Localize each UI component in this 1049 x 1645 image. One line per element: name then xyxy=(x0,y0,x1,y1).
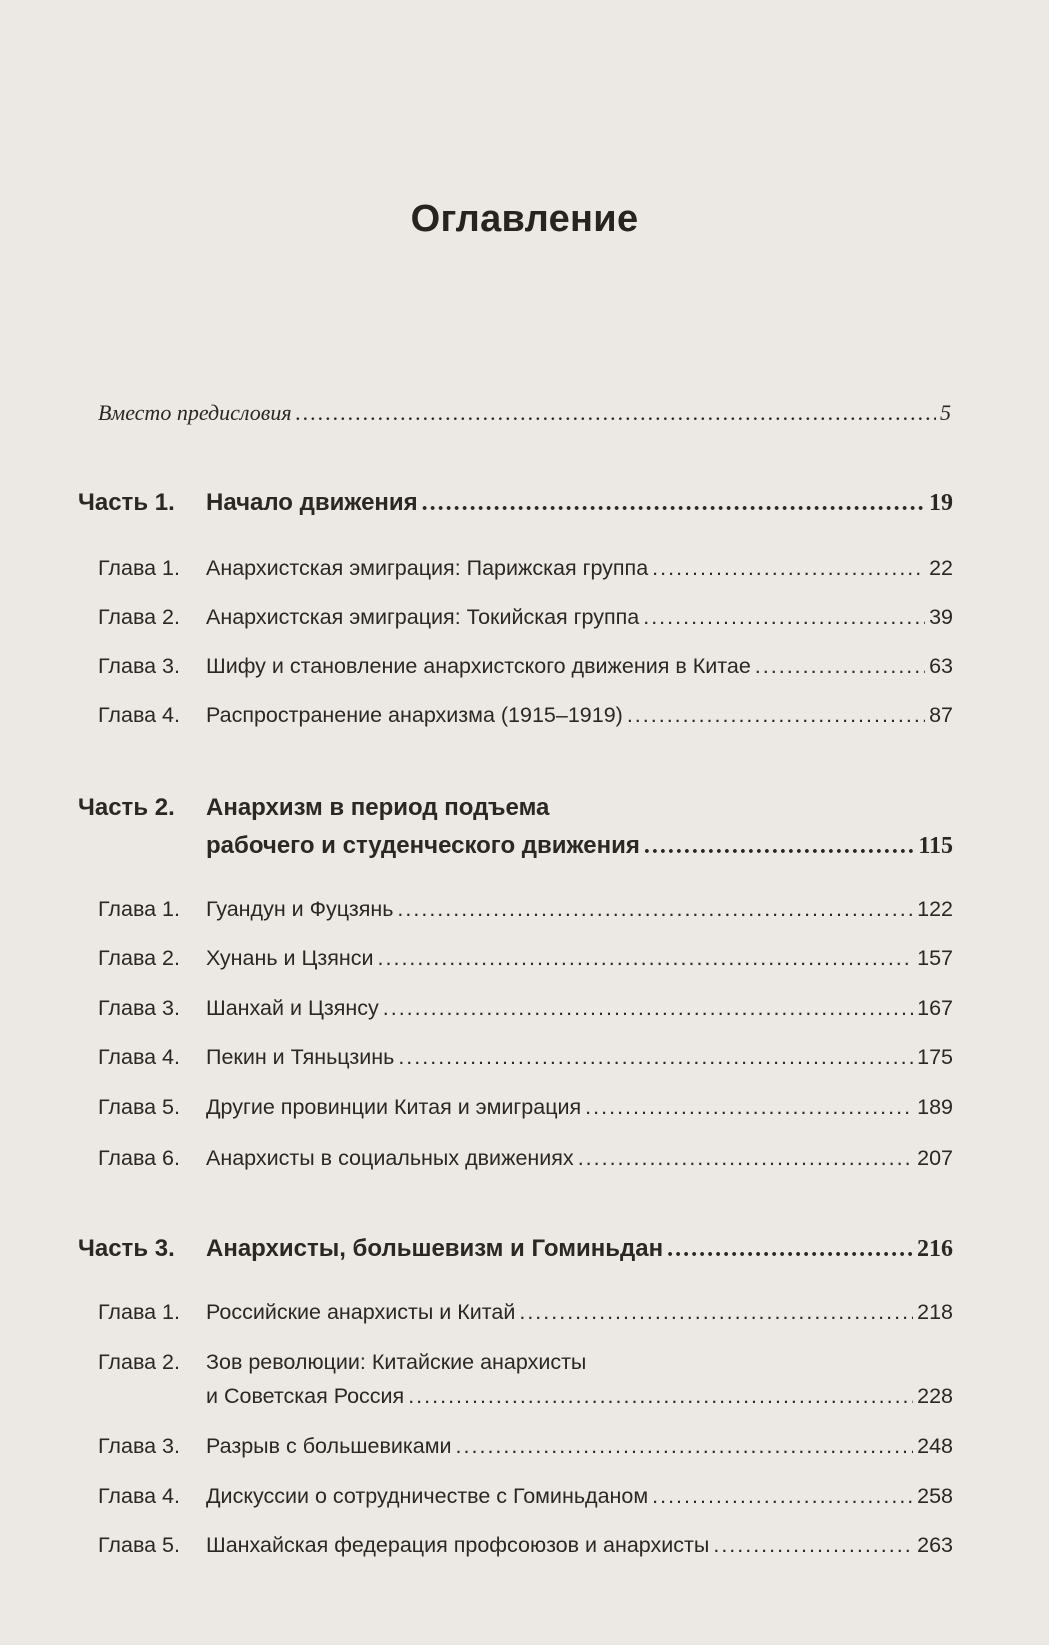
toc-page-number: 263 xyxy=(917,1533,953,1557)
leader-dots xyxy=(397,894,913,924)
leader-dots xyxy=(378,943,914,973)
toc-chapter[interactable] xyxy=(0,1297,1049,1329)
leader-dots xyxy=(519,1297,913,1327)
chapter-label: Глава 2. xyxy=(98,605,180,629)
toc-chapter[interactable] xyxy=(0,651,1049,683)
chapter-label: Глава 3. xyxy=(98,1434,180,1458)
toc-chapter[interactable] xyxy=(0,1530,1049,1562)
toc-page-number: 167 xyxy=(917,996,953,1020)
chapter-title-line-2: и Советская Россия xyxy=(206,1384,405,1408)
chapter-title: Распространение анархизма (1915–1919) xyxy=(206,703,623,727)
chapter-label: Глава 5. xyxy=(98,1095,180,1119)
toc-page-number: 228 xyxy=(917,1384,953,1408)
chapter-label: Глава 6. xyxy=(98,1146,180,1170)
leader-dots xyxy=(408,1381,913,1411)
toc-chapter[interactable] xyxy=(0,1481,1049,1513)
toc-part-1[interactable] xyxy=(0,488,1049,520)
toc-chapter[interactable] xyxy=(0,894,1049,926)
toc-chapter[interactable] xyxy=(0,602,1049,634)
part-label: Часть 2. xyxy=(78,794,175,821)
leader-dots xyxy=(652,1481,913,1511)
toc-chapter[interactable] xyxy=(0,943,1049,975)
toc-part-2[interactable] xyxy=(0,793,1049,825)
leader-dots xyxy=(667,1234,913,1264)
chapter-label: Глава 3. xyxy=(98,654,180,678)
toc-page-number: 22 xyxy=(929,556,953,580)
toc-page-number: 122 xyxy=(917,897,953,921)
leader-dots xyxy=(578,1143,913,1173)
chapter-title: Хунань и Цзянси xyxy=(206,946,374,970)
leader-dots xyxy=(456,1431,914,1461)
toc-page-number: 39 xyxy=(929,605,953,629)
toc-chapter[interactable] xyxy=(0,1347,1049,1379)
chapter-title: Шанхайская федерация профсоюзов и анархисты xyxy=(206,1533,710,1557)
chapter-title: Гуандун и Фуцзянь xyxy=(206,897,394,921)
toc-chapter[interactable] xyxy=(0,1092,1049,1124)
part-title-line-2: рабочего и студенческого движения xyxy=(206,832,640,859)
toc-entry-title: Вместо предисловия xyxy=(98,400,292,425)
chapter-label: Глава 3. xyxy=(98,996,180,1020)
leader-dots xyxy=(398,1042,913,1072)
toc-chapter[interactable] xyxy=(0,993,1049,1025)
toc-page-number: 216 xyxy=(917,1236,953,1262)
part-label: Часть 1. xyxy=(78,489,175,516)
leader-dots xyxy=(296,398,936,428)
toc-page-number: 157 xyxy=(917,946,953,970)
chapter-label: Глава 4. xyxy=(98,1484,180,1508)
toc-chapter[interactable] xyxy=(0,1431,1049,1463)
toc-page-number: 207 xyxy=(917,1146,953,1170)
leader-dots xyxy=(644,831,914,861)
toc-entry-preface[interactable] xyxy=(0,398,1049,430)
chapter-title: Шанхай и Цзянсу xyxy=(206,996,379,1020)
chapter-title: Шифу и становление анархистского движения в Китае xyxy=(206,654,751,678)
chapter-title: Дискуссии о сотрудничестве с Гоминьданом xyxy=(206,1484,649,1508)
toc-chapter[interactable] xyxy=(0,1042,1049,1074)
chapter-title: Анархистская эмиграция: Парижская группа xyxy=(206,556,649,580)
toc-chapter[interactable] xyxy=(0,553,1049,585)
part-label: Часть 3. xyxy=(78,1235,175,1262)
leader-dots xyxy=(713,1530,913,1560)
chapter-label: Глава 1. xyxy=(98,1300,180,1324)
part-title: Анархисты, большевизм и Гоминьдан xyxy=(206,1235,664,1262)
toc-part-2-continued[interactable] xyxy=(0,831,1049,863)
toc-chapter-continued[interactable] xyxy=(0,1381,1049,1413)
chapter-label: Глава 2. xyxy=(98,1350,180,1374)
leader-dots xyxy=(627,700,925,730)
toc-page-number: 175 xyxy=(917,1045,953,1069)
leader-dots xyxy=(383,993,913,1023)
chapter-title: Анархисты в социальных движениях xyxy=(206,1146,574,1170)
toc-chapter[interactable] xyxy=(0,700,1049,732)
leader-dots xyxy=(652,553,925,583)
toc-page-number: 5 xyxy=(940,400,951,425)
leader-dots xyxy=(755,651,925,681)
part-title: Начало движения xyxy=(206,489,418,516)
toc-page-number: 19 xyxy=(929,490,953,516)
chapter-label: Глава 5. xyxy=(98,1533,180,1557)
toc-page-number: 189 xyxy=(917,1095,953,1119)
toc-page-number: 63 xyxy=(929,654,953,678)
chapter-title: Пекин и Тяньцзинь xyxy=(206,1045,395,1069)
toc-chapter[interactable] xyxy=(0,1143,1049,1175)
chapter-label: Глава 4. xyxy=(98,1045,180,1069)
chapter-label: Глава 4. xyxy=(98,703,180,727)
chapter-title-line-1: Зов революции: Китайские анархисты xyxy=(206,1350,587,1374)
toc-page-number: 258 xyxy=(917,1484,953,1508)
chapter-label: Глава 1. xyxy=(98,556,180,580)
chapter-title: Другие провинции Китая и эмиграция xyxy=(206,1095,582,1119)
part-title-line-1: Анархизм в период подъема xyxy=(206,794,550,821)
chapter-title: Разрыв с большевиками xyxy=(206,1434,452,1458)
toc-page-number: 218 xyxy=(917,1300,953,1324)
chapter-title: Российские анархисты и Китай xyxy=(206,1300,516,1324)
chapter-label: Глава 1. xyxy=(98,897,180,921)
chapter-label: Глава 2. xyxy=(98,946,180,970)
toc-page-number: 87 xyxy=(929,703,953,727)
toc-part-3[interactable] xyxy=(0,1234,1049,1266)
chapter-title: Анархистская эмиграция: Токийская группа xyxy=(206,605,640,629)
page-title: Оглавление xyxy=(410,198,639,240)
leader-dots xyxy=(585,1092,913,1122)
leader-dots xyxy=(643,602,925,632)
leader-dots xyxy=(422,488,925,518)
toc-page-number: 248 xyxy=(917,1434,953,1458)
toc-page-number: 115 xyxy=(918,833,953,859)
